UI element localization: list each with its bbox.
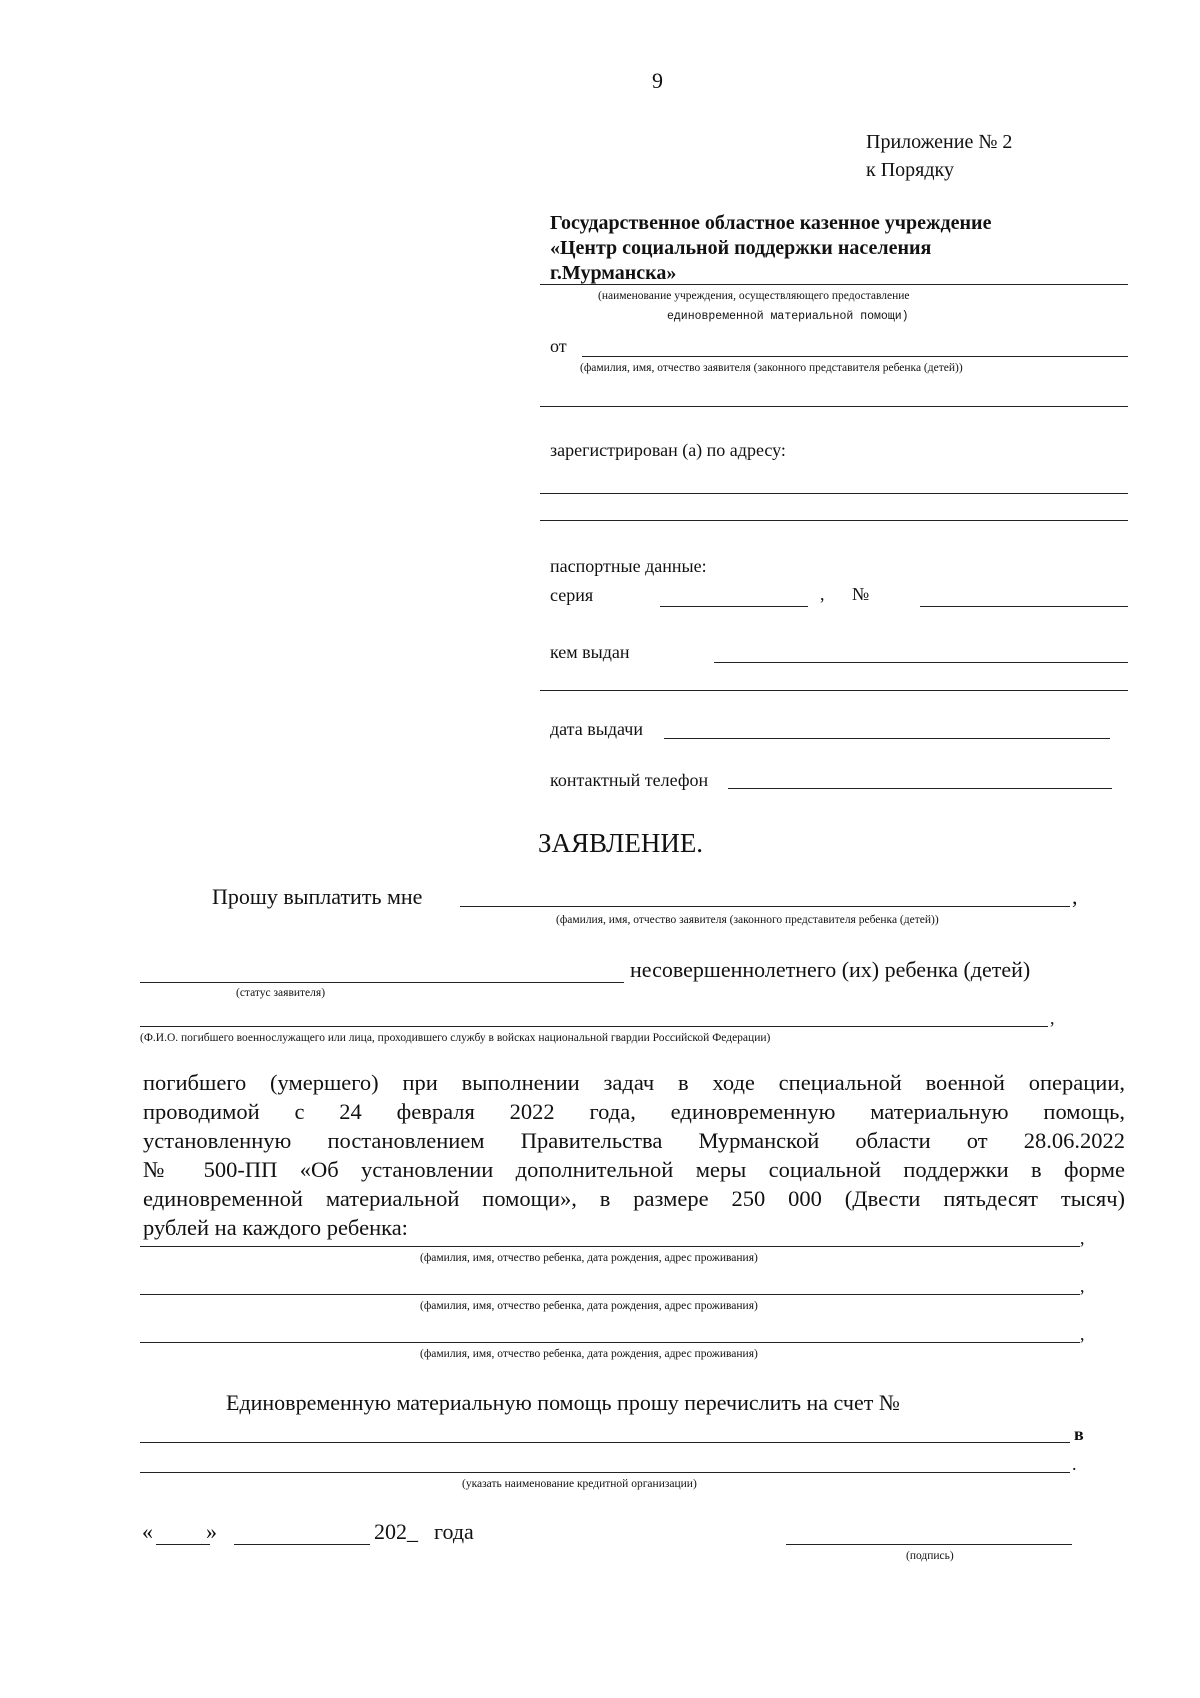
passport-comma: , bbox=[820, 584, 825, 604]
status-field bbox=[140, 982, 624, 983]
body-paragraph bbox=[143, 1068, 1125, 1242]
account-dot: . bbox=[1072, 1454, 1077, 1474]
body-line: рублей на каждого ребенка: bbox=[143, 1215, 408, 1240]
from-caption: (фамилия, имя, отчество заявителя (законного представителя ребенка (детей)) bbox=[580, 362, 963, 374]
child-caption-3: (фамилия, имя, отчество ребенка, дата рождения, адрес проживания) bbox=[420, 1348, 758, 1360]
appendix-line1: Приложение № 2 bbox=[866, 131, 1013, 153]
phone-field bbox=[728, 788, 1112, 789]
child-comma-2: , bbox=[1080, 1276, 1085, 1296]
body-line: № 500-ПП «Об установлении дополнительной меры социальной поддержки в форме bbox=[143, 1157, 1125, 1182]
institution-underline bbox=[540, 284, 1128, 285]
date-close-quote: » bbox=[206, 1519, 217, 1544]
issue-date-label: дата выдачи bbox=[550, 719, 643, 739]
issued-by-field-1 bbox=[714, 662, 1128, 663]
account-number-field bbox=[140, 1442, 1070, 1443]
bank-caption: (указать наименование кредитной организации) bbox=[462, 1478, 697, 1490]
body-line: установленную постановлением Правительства Мурманской области от 28.06.2022 bbox=[143, 1128, 1125, 1153]
account-in: в bbox=[1074, 1424, 1084, 1444]
passport-label: паспортные данные: bbox=[550, 556, 707, 576]
date-month-field bbox=[234, 1544, 370, 1545]
passport-number-field bbox=[920, 606, 1128, 607]
body-line: проводимой с 24 февраля 2022 года, единовременную материальную помощь, bbox=[143, 1099, 1125, 1124]
date-day-field bbox=[156, 1544, 210, 1545]
account-text: Единовременную материальную помощь прошу перечислить на счет № bbox=[226, 1390, 900, 1415]
child-field-1 bbox=[140, 1246, 1080, 1247]
deceased-caption: (Ф.И.О. погибшего военнослужащего или лица, проходившего службу в войсках национальной гвардии Российской Федерации) bbox=[140, 1032, 771, 1044]
from-field-2 bbox=[540, 406, 1128, 407]
date-year: 202_ bbox=[374, 1519, 418, 1544]
deceased-name-field bbox=[140, 1026, 1048, 1027]
deceased-comma: , bbox=[1050, 1008, 1055, 1028]
from-label: от bbox=[550, 336, 567, 356]
child-field-2 bbox=[140, 1294, 1080, 1295]
bank-name-field bbox=[140, 1472, 1070, 1473]
passport-number-label: № bbox=[852, 584, 870, 604]
body-line: погибшего (умершего) при выполнении задач в ходе специальной военной операции, bbox=[143, 1070, 1125, 1095]
minor-text: несовершеннолетнего (их) ребенка (детей) bbox=[630, 957, 1031, 982]
request-name-field bbox=[460, 906, 1070, 907]
child-comma-3: , bbox=[1080, 1324, 1085, 1344]
child-field-3 bbox=[140, 1342, 1080, 1343]
request-caption: (фамилия, имя, отчество заявителя (законного представителя ребенка (детей)) bbox=[556, 914, 939, 926]
status-caption: (статус заявителя) bbox=[236, 987, 326, 999]
issue-date-field bbox=[664, 738, 1110, 739]
institution-line2: «Центр социальной поддержки населения bbox=[550, 237, 932, 259]
issued-by-label: кем выдан bbox=[550, 642, 630, 662]
signature-field bbox=[786, 1544, 1072, 1545]
signature-caption: (подпись) bbox=[906, 1550, 954, 1562]
institution-line1: Государственное областное казенное учреждение bbox=[550, 212, 992, 234]
from-field bbox=[582, 356, 1128, 357]
request-comma: , bbox=[1072, 884, 1078, 909]
child-caption-2: (фамилия, имя, отчество ребенка, дата рождения, адрес проживания) bbox=[420, 1300, 758, 1312]
child-caption-1: (фамилия, имя, отчество ребенка, дата рождения, адрес проживания) bbox=[420, 1252, 758, 1264]
phone-label: контактный телефон bbox=[550, 770, 709, 790]
appendix-line2: к Порядку bbox=[866, 159, 954, 181]
institution-line3: г.Мурманска» bbox=[550, 262, 677, 284]
page-title: ЗАЯВЛЕНИЕ. bbox=[538, 828, 704, 858]
date-open-quote: « bbox=[142, 1519, 153, 1544]
passport-series-label: серия bbox=[550, 585, 594, 605]
address-field-1 bbox=[540, 493, 1128, 494]
date-year-word: года bbox=[434, 1519, 474, 1544]
page-number: 9 bbox=[652, 68, 663, 93]
issued-by-field-2 bbox=[540, 690, 1128, 691]
address-field-2 bbox=[540, 520, 1128, 521]
child-comma-1: , bbox=[1080, 1228, 1085, 1248]
passport-series-field bbox=[660, 606, 808, 607]
institution-caption2: единовременной материальной помощи) bbox=[667, 310, 909, 323]
address-label: зарегистрирован (а) по адресу: bbox=[550, 440, 786, 460]
request-text: Прошу выплатить мне bbox=[212, 884, 423, 909]
institution-caption1: (наименование учреждения, осуществляющего предоставление bbox=[598, 290, 910, 302]
body-line: единовременной материальной помощи», в размере 250 000 (Двести пятьдесят тысяч) bbox=[143, 1186, 1125, 1211]
